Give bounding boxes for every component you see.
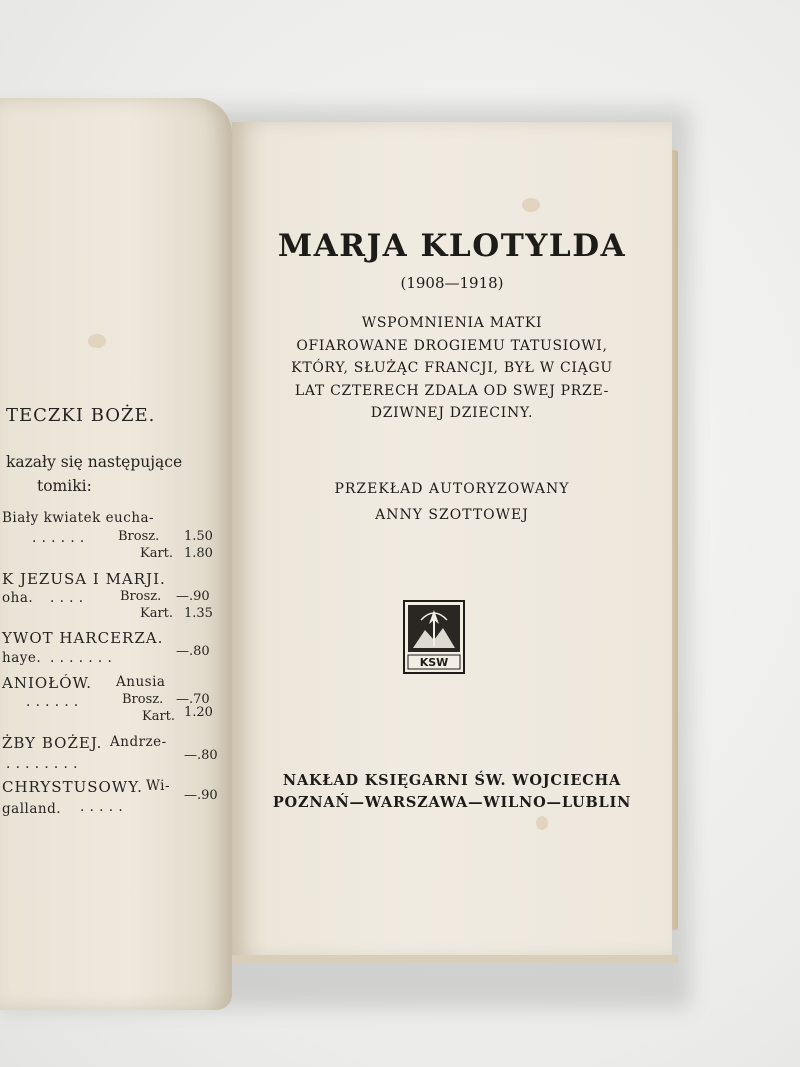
list-item-author: Andrze- [110, 734, 167, 750]
left-page [0, 98, 232, 1010]
list-item-author: galland. [2, 801, 62, 817]
list-item-author: oha. [2, 590, 34, 606]
publisher-name: NAKŁAD KSIĘGARNI ŚW. WOJCIECHA [282, 772, 622, 789]
publisher-block [232, 770, 672, 814]
list-item-leaders: . . . . . . [32, 530, 85, 546]
translation-block [232, 476, 672, 528]
list-item-leaders: . . . . . [80, 799, 124, 815]
list-item-author: Anusia [116, 674, 166, 690]
list-item-title: ŻBY BOŻEJ. [2, 734, 103, 752]
list-item-title: ANIOŁÓW. [2, 674, 93, 692]
paper-stain [536, 816, 548, 830]
dedication-line: DZIWNEJ DZIECINY. [370, 405, 534, 421]
price-value: —.90 [176, 589, 210, 604]
binding-label: Brosz. [118, 529, 160, 544]
price-value: —.80 [176, 644, 210, 659]
list-item-title: K JEZUSA I MARJI. [2, 570, 166, 588]
left-intro-line1: kazały się następujące [6, 453, 183, 471]
dedication-line: KTÓRY, SŁUŻĄC FRANCJI, BYŁ W CIĄGU [291, 360, 613, 376]
dedication-block [232, 312, 672, 425]
price-value: —.90 [184, 788, 218, 803]
left-heading: TECZKI BOŻE. [6, 405, 156, 426]
dedication-line: WSPOMNIENIA MATKI [361, 315, 543, 331]
price-value: 1.35 [184, 606, 213, 621]
translation-line: PRZEKŁAD AUTORYZOWANY [334, 481, 570, 497]
dedication-line: LAT CZTERECH ZDALA OD SWEJ PRZE- [294, 382, 610, 399]
paper-stain [88, 334, 106, 348]
price-value: 1.20 [184, 705, 213, 720]
list-item-title: Biały kwiatek eucha- [2, 510, 155, 526]
price-value: 1.50 [184, 529, 213, 544]
price-value: 1.80 [184, 546, 213, 561]
list-item-leaders: . . . . . . . [50, 650, 113, 666]
binding-label: Kart. [140, 606, 174, 621]
list-item-leaders: . . . . [50, 590, 84, 606]
left-intro-line2: tomiki: [37, 477, 92, 495]
list-item-leaders: . . . . . . . . [6, 756, 78, 772]
price-value: —.80 [184, 748, 218, 763]
list-item-title: CHRYSTUSOWY. [2, 778, 143, 796]
book-years: (1908—1918) [400, 274, 504, 292]
binding-label: Brosz. [122, 692, 164, 707]
list-item-title: YWOT HARCERZA. [2, 629, 164, 647]
binding-label: Brosz. [120, 589, 162, 604]
book-title: MARJA KLOTYLDA [277, 228, 627, 264]
logo-text: KSW [419, 656, 449, 669]
publisher-logo-icon [403, 600, 465, 674]
binding-label: Kart. [142, 709, 176, 724]
list-item-author: Wi- [146, 778, 171, 794]
dedication-line: OFIAROWANE DROGIEMU TATUSIOWI, [296, 337, 608, 354]
list-item-leaders: . . . . . . [26, 694, 79, 710]
binding-label: Kart. [140, 546, 174, 561]
paper-stain [522, 198, 540, 212]
translator-name: ANNY SZOTTOWEJ [375, 507, 529, 523]
price-value: —.70 [176, 692, 210, 707]
list-item-author: haye. [2, 650, 42, 666]
page-block-bottom [232, 955, 678, 963]
publisher-cities: POZNAŃ—WARSZAWA—WILNO—LUBLIN [272, 794, 632, 811]
